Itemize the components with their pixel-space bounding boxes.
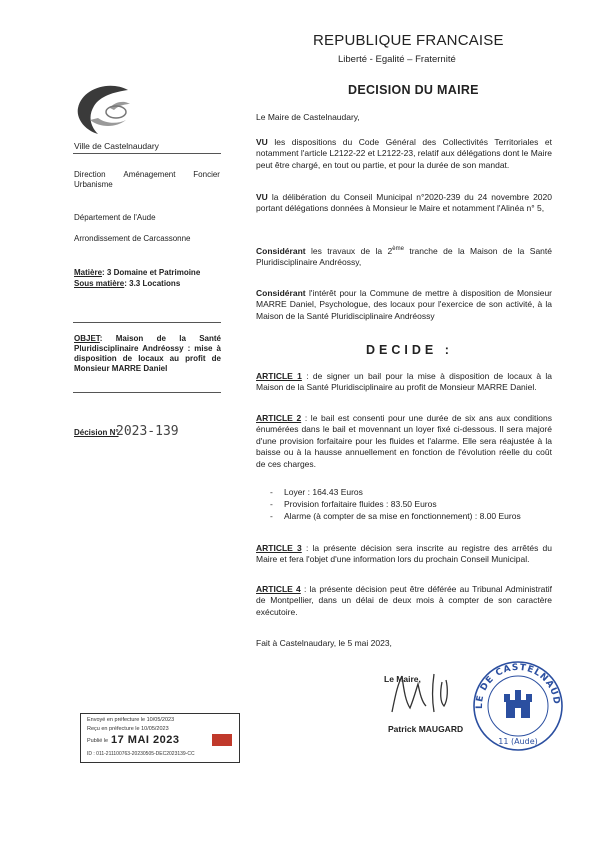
signatory-name: Patrick MAUGARD	[388, 724, 464, 734]
objet-top-rule	[73, 322, 221, 323]
decision-number: 2023-139	[116, 424, 179, 439]
sidebar-top-rule	[73, 153, 221, 154]
document-title: DECISION DU MAIRE	[348, 83, 479, 97]
arrondissement: Arrondissement de Carcassonne	[74, 234, 191, 243]
decision-label: Décision N°	[74, 428, 119, 437]
list-item: - Loyer : 164.43 Euros	[270, 486, 552, 498]
stamp-sent: Envoyé en préfecture le 10/05/2023	[87, 717, 175, 723]
seal-bottom-text: 11 (Aude)	[498, 737, 538, 746]
vu-paragraph-2: VU la délibération du Conseil Municipal n°2020-239 du 24 novembre 2020 portant délégations données à Monsieur le Maire et notamment l'Alinéa n° 5,	[256, 192, 552, 214]
mayor-signature	[382, 662, 472, 722]
motto: Liberté - Egalité – Fraternité	[338, 54, 456, 65]
objet-bottom-rule	[73, 392, 221, 393]
direction-word: Foncier	[193, 170, 220, 179]
decide-heading: DECIDE :	[366, 343, 453, 357]
seal-ring-text: LE DE CASTELNAUD	[474, 662, 562, 710]
city-name: Ville de Castelnaudary	[74, 141, 159, 151]
vu-paragraph-1: VU les dispositions du Code Général des Collectivités Territoriales et notamment l'article L2122-22 et L2122-23, relatif aux délégations dont le Maire peut être chargé, en tout ou partie, et pour la durée de son mandat.	[256, 137, 552, 170]
departement: Département de l'Aude	[74, 213, 156, 222]
direction-word: Aménagement	[123, 170, 176, 179]
stamp-published-label: Publié le	[87, 738, 109, 744]
objet-block	[74, 334, 221, 374]
considerant-1: Considérant les travaux de la 2ème tranche de la Maison de la Santé Pluridisciplinaire Andréossy,	[256, 245, 552, 268]
considerant-2: Considérant l'intérêt pour la Commune de mettre à disposition de Monsieur MARRE Daniel, Psychologue, des locaux pour l'exercice de son activité, à la Maison de la Santé Pluridisciplinaire Andréossy	[256, 288, 552, 321]
list-item: - Alarme (à compter de sa mise en fonctionnement) : 8.00 Euros	[270, 510, 552, 522]
sous-matiere: Sous matière: 3.3 Locations	[74, 279, 181, 288]
city-logo	[70, 78, 150, 140]
objet-label: OBJET	[74, 334, 100, 343]
direction-line2: Urbanisme	[74, 180, 113, 189]
republic-heading: REPUBLIQUE FRANCAISE	[313, 32, 504, 49]
article-2: ARTICLE 2 : le bail est consenti pour une durée de six ans aux conditions énumérées dans le bail et movennant un loyer fixé ci-dessous. Il sera majoré d'une provision forfaitaire pour les fluides et l'alarme. Elle sera réajustée à la baisse ou à la hausse annuellement en fonction de l'évolution réelle du coût de ces charges.	[256, 413, 552, 469]
direction-word: Direction	[74, 170, 106, 179]
stamp-id: ID : 011-211100763-20230505-DEC2023139-CC	[87, 751, 195, 757]
prefecture-stamp	[80, 713, 240, 763]
stamp-published-date: 17 MAI 2023	[111, 734, 180, 746]
article-1: ARTICLE 1 : de signer un bail pour la mise à disposition de locaux à la Maison de la Santé Pluridisciplinaire au profit de Monsieur MARRE Daniel.	[256, 371, 552, 393]
article-3: ARTICLE 3 : la présente décision sera inscrite au registre des arrêtés du Maire et fera l'objet d'une information lors du prochain Conseil Municipal.	[256, 543, 553, 565]
charges-list	[270, 486, 552, 522]
objet-text: : Maison de la Santé Pluridisciplinaire Andréossy : mise à disposition de locaux au profit de Monsieur MARRE Daniel	[74, 334, 221, 373]
matiere: Matière: 3 Domaine et Patrimoine	[74, 268, 201, 277]
fait-a: Fait à Castelnaudary, le 5 mai 2023,	[256, 638, 392, 648]
article-4: ARTICLE 4 : la présente décision peut être déférée au Tribunal Administratif de Montpellier, dans un délai de deux mois à compter de son caractère exécutoire.	[256, 584, 552, 617]
list-item: - Provision forfaitaire fluides : 83.50 Euros	[270, 498, 552, 510]
direction-block	[74, 170, 220, 190]
city-seal	[472, 660, 564, 752]
stamp-received: Reçu en préfecture le 10/05/2023	[87, 726, 169, 732]
intro: Le Maire de Castelnaudary,	[256, 112, 360, 122]
stamp-red-mark	[212, 734, 232, 746]
le-maire-label: Le Maire,	[384, 674, 421, 684]
